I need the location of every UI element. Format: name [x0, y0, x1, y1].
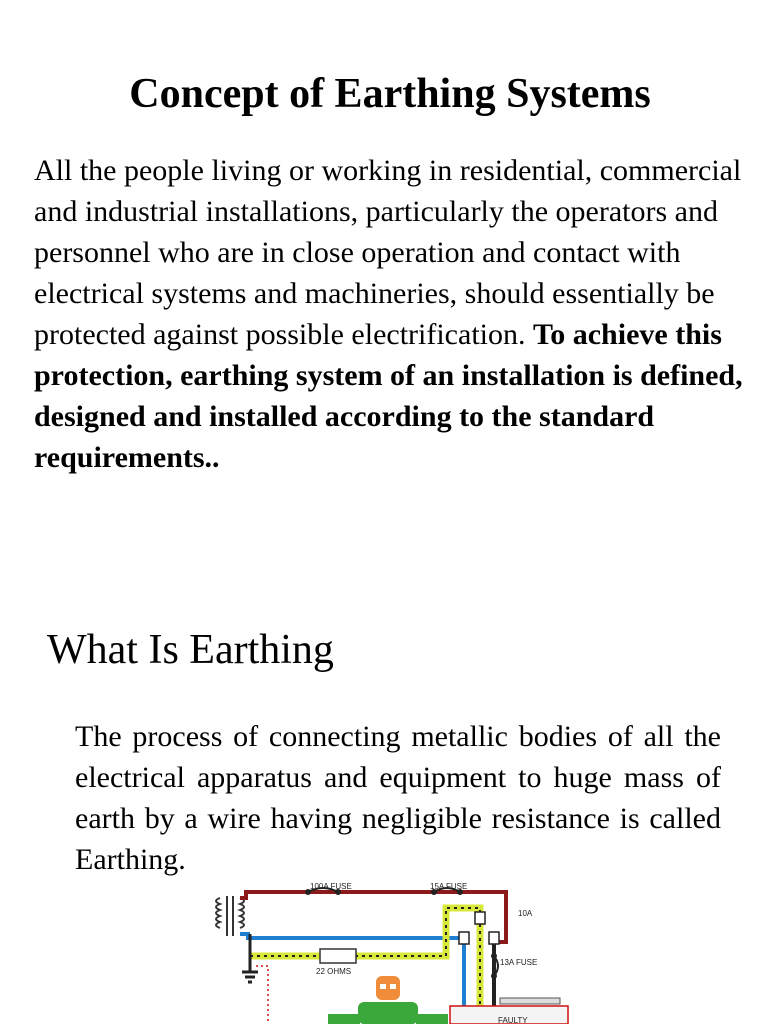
intro-paragraph — [34, 150, 750, 478]
intro-text: All the people living or working in residential, commercial and industrial installations, particularly the operators and personnel who are in close operation and contact with electrical systems and machineries, should essentially be protected against possible electrification. — [34, 154, 742, 351]
person-icon — [328, 976, 448, 1024]
section-heading: What Is Earthing — [47, 627, 334, 673]
definition-paragraph: The process of connecting metallic bodies of all the electrical apparatus and equipment to huge mass of earth by a wire having negligible resistance is called Earthing. — [75, 720, 721, 876]
neutral-wire — [240, 934, 464, 1022]
earthing-circuit-diagram — [198, 872, 638, 1024]
current-10a-label: 10A — [518, 909, 533, 918]
fuse-100a-label: 100A FUSE — [310, 882, 352, 891]
faulty-label: FAULTY — [498, 1016, 528, 1024]
phase-terminal — [489, 932, 499, 944]
fault-current-path — [256, 966, 268, 1024]
transformer-icon — [216, 896, 244, 936]
fuse-13a-label: 13A FUSE — [500, 958, 538, 967]
resistor-label: 22 OHMS — [316, 967, 352, 976]
intro-bold-text: To achieve this protection, earthing system of an installation is defined, designed and installed according to the standard requirements.. — [34, 318, 743, 474]
earth-terminal — [475, 912, 485, 924]
resistor-icon — [320, 949, 356, 963]
fuse-15a-label: 15A FUSE — [430, 882, 468, 891]
earth-conductor — [250, 908, 480, 1012]
neutral-terminal — [459, 932, 469, 944]
page-title: Concept of Earthing Systems — [129, 71, 651, 117]
